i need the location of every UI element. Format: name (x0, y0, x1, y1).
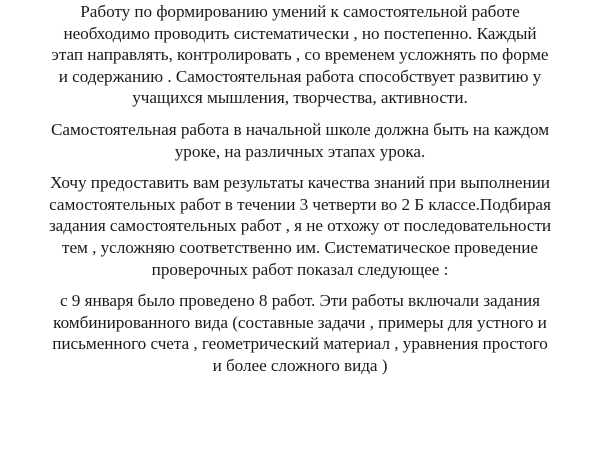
text-line: Хочу предоставить вам результаты качества знаний при выполнении (50, 173, 550, 193)
text-line: и содержанию . Самостоятельная работа способствует развитию у (58, 66, 542, 86)
text-line: задания самостоятельных работ , я не отхожу от последовательности (48, 216, 552, 236)
text-line: Работу по формированию умений к самостоятельной работе (80, 2, 520, 21)
text-line: письменного счета , геометрический материал , уравнения простого (52, 334, 548, 354)
text-line: уроке, на различных этапах урока. (174, 141, 426, 161)
paragraph-works-list (10, 290, 590, 376)
text-line: и более сложного вида ) (212, 355, 388, 375)
text-line: учащихся мышления, творчества, активности. (132, 88, 468, 108)
paragraph-intro (10, 1, 590, 109)
text-line: проверочных работ показал следующее : (151, 259, 449, 279)
text-line: этап направлять, контролировать , со временем усложнять по форме (51, 45, 549, 65)
text-line: тем , усложняю соответственно им. Систематическое проведение (61, 237, 538, 257)
text-line: с 9 января было проведено 8 работ. Эти работы включали задания (59, 291, 541, 311)
paragraph-primary-school (10, 119, 590, 162)
text-line: комбинированного вида (составные задачи , примеры для устного и (53, 312, 547, 332)
paragraph-results (5, 172, 595, 280)
text-line: необходимо проводить систематически , но постепенно. Каждый (63, 23, 537, 43)
text-line: самостоятельных работ в течении 3 четверти во 2 Б классе.Подбирая (49, 194, 551, 214)
text-line: Самостоятельная работа в начальной школе должна быть на каждом (50, 119, 550, 139)
